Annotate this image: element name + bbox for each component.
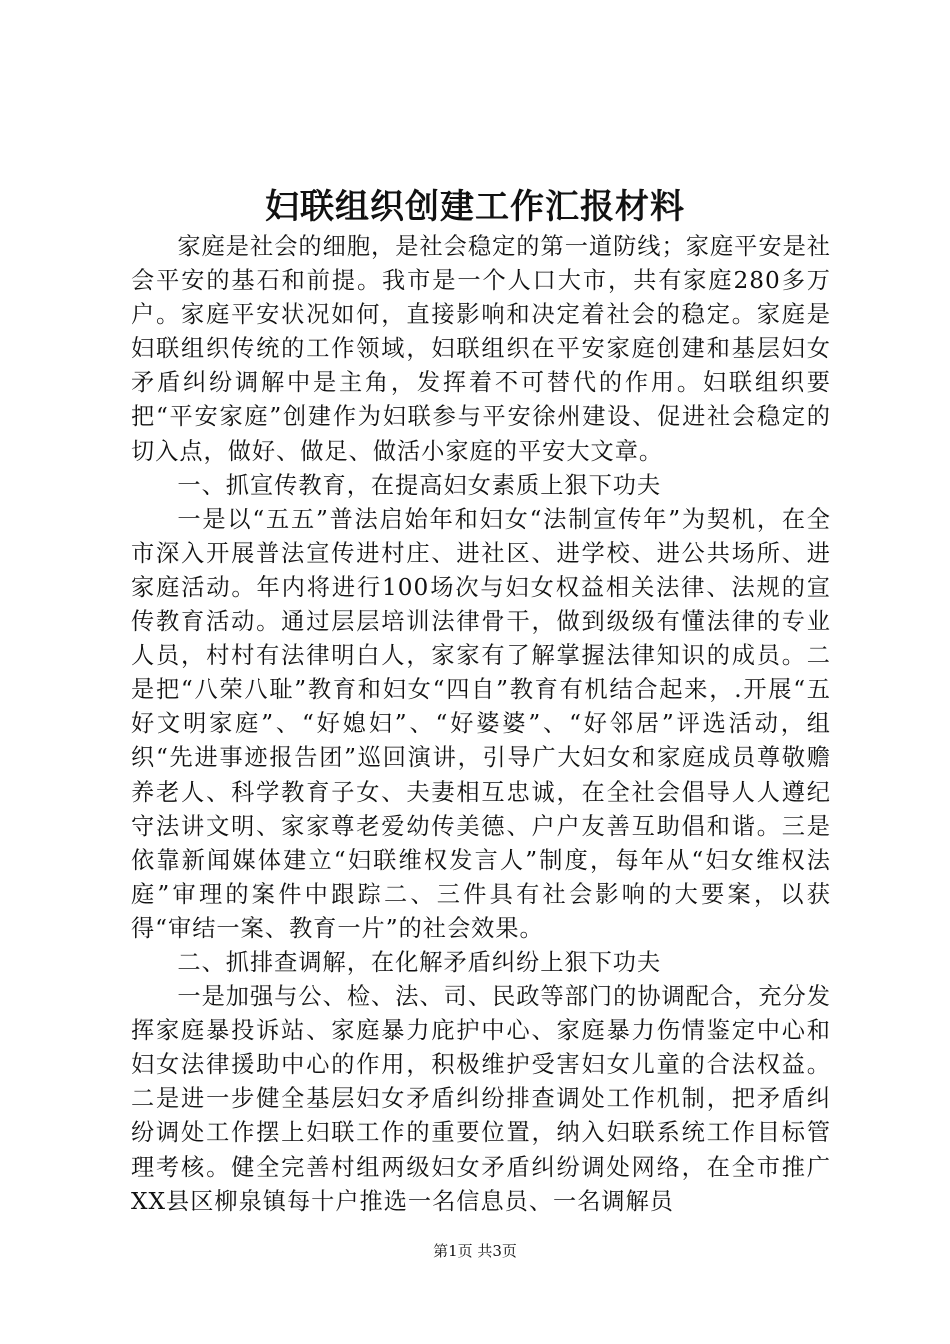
section-heading-1: 一、抓宣传教育，在提高妇女素质上狠下功夫 <box>177 471 662 499</box>
page-footer: 第1页 共3页 <box>433 1242 517 1260</box>
paragraph-section-1: 一是以“五五”普法启始年和妇女“法制宣传年”为契机，在全市深入开展普法宣传进村庄、进社区、进学校、进公共场所、进家庭活动。年内将进行100场次与妇女权益相关法律、法规的宣传教育活动。通过层层培训法律骨干，做到级级有懂法律的专业人员，村村有法律明白人，家家有了解掌握法律知识的成员。二是把“八荣八耻”教育和妇女“四自”教育有机结合起来，.开展“五好文明家庭”、“好媳妇”、“好婆婆”、“好邻居”评选活动，组织“先进事迹报告团”巡回演讲，引导广大妇女和家庭成员尊敬赡养老人、科学教育子女、夫妻相互忠诚，在全社会倡导人人遵纪守法讲文明、家家尊老爱幼传美德、户户友善互助倡和谐。三是依靠新闻媒体建立“妇联维权发言人”制度，每年从“妇女维权法庭”审理的案件中跟踪二、三件具有社会影响的大要案，以获得“审结一案、教育一片”的社会效果。 <box>131 505 831 942</box>
paragraph-section-2: 一是加强与公、检、法、司、民政等部门的协调配合，充分发挥家庭暴投诉站、家庭暴力庇护中心、家庭暴力伤情鉴定中心和妇女法律援助中心的作用，积极维护受害妇女儿童的合法权益。二是进一步健全基层妇女矛盾纠纷排查调处工作机制，把矛盾纠纷调处工作摆上妇联工作的重要位置，纳入妇联系统工作目标管理考核。健全完善村组两级妇女矛盾纠纷调处网络，在全市推广XX县区柳泉镇每十户推选一名信息员、一名调解员 <box>131 983 831 1215</box>
document-title: 妇联组织创建工作汇报材料 <box>265 187 685 227</box>
document-body <box>131 230 831 1219</box>
paragraph-intro: 家庭是社会的细胞，是社会稳定的第一道防线；家庭平安是社会平安的基石和前提。我市是一个人口大市，共有家庭280多万户。家庭平安状况如何，直接影响和决定着社会的稳定。家庭是妇联组织传统的工作领域，妇联组织在平安家庭创建和基层妇女矛盾纠纷调解中是主角，发挥着不可替代的作用。妇联组织要把“平安家庭”创建作为妇联参与平安徐州建设、促进社会稳定的切入点，做好、做足、做活小家庭的平安大文章。 <box>131 233 831 465</box>
section-heading-2: 二、抓排查调解，在化解矛盾纠纷上狠下功夫 <box>177 948 662 976</box>
